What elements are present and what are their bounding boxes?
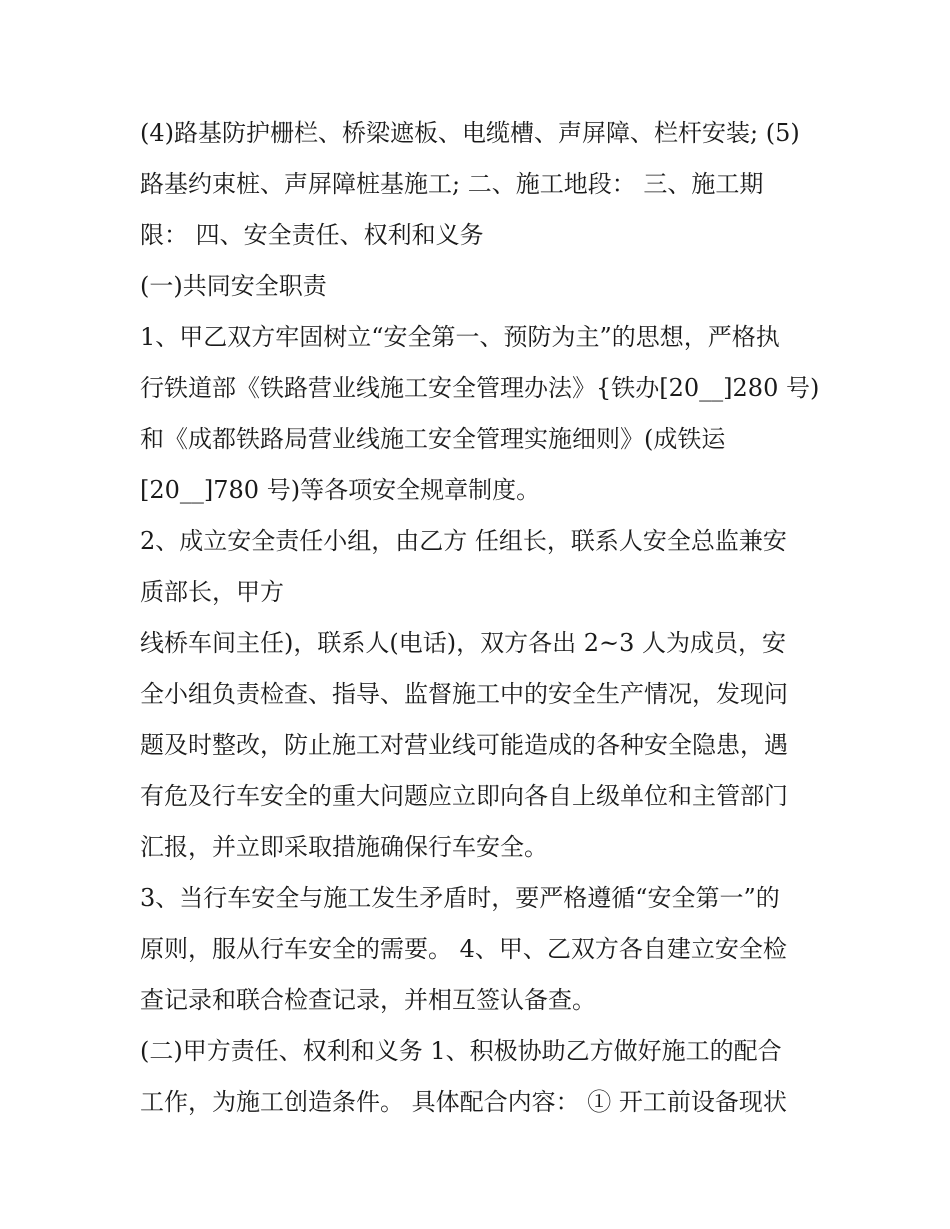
text-line: 查记录和联合检查记录，并相互签认备查。 [140, 986, 596, 1014]
document-body [140, 108, 820, 1128]
text-line: 全小组负责检查、指导、监督施工中的安全生产情况，发现问 [140, 680, 788, 708]
section-heading: (二)甲方责任、权利和义务 1、积极协助乙方做好施工的配合 [140, 1037, 782, 1065]
text-line: 工作，为施工创造条件。 具体配合内容： ① 开工前设备现状 [140, 1088, 787, 1116]
text-line: 有危及行车安全的重大问题应立即向各自上级单位和主管部门 [140, 782, 788, 810]
text-line: 线桥车间主任)，联系人(电话)，双方各出 2~3 人为成员，安 [140, 629, 786, 657]
text-line: 原则，服从行车安全的需要。 4、甲、乙双方各自建立安全检 [140, 935, 787, 963]
text-line: 限： 四、安全责任、权利和义务 [140, 221, 484, 249]
text-line: (4)路基防护栅栏、桥梁遮板、电缆槽、声屏障、栏杆安装; (5) [140, 119, 800, 147]
text-line: 汇报，并立即采取措施确保行车安全。 [140, 833, 548, 861]
text-line: 质部长，甲方 [140, 578, 284, 606]
text-line: [20__]780 号)等各项安全规章制度。 [140, 476, 541, 504]
text-line: 2、成立安全责任小组，由乙方 任组长，联系人安全总监兼安 [140, 527, 787, 555]
text-line: 和《成都铁路局营业线施工安全管理实施细则》(成铁运 [140, 425, 726, 453]
text-line: 路基约束桩、声屏障桩基施工; 二、施工地段： 三、施工期 [140, 170, 764, 198]
text-line: 1、甲乙双方牢固树立“安全第一、预防为主”的思想，严格执 [140, 323, 780, 351]
text-line: 题及时整改，防止施工对营业线可能造成的各种安全隐患，遇 [140, 731, 788, 759]
text-line: 行铁道部《铁路营业线施工安全管理办法》{铁办[20__]280 号) [140, 374, 820, 402]
text-line: 3、当行车安全与施工发生矛盾时，要严格遵循“安全第一”的 [140, 884, 780, 912]
section-heading: (一)共同安全职责 [140, 272, 327, 300]
